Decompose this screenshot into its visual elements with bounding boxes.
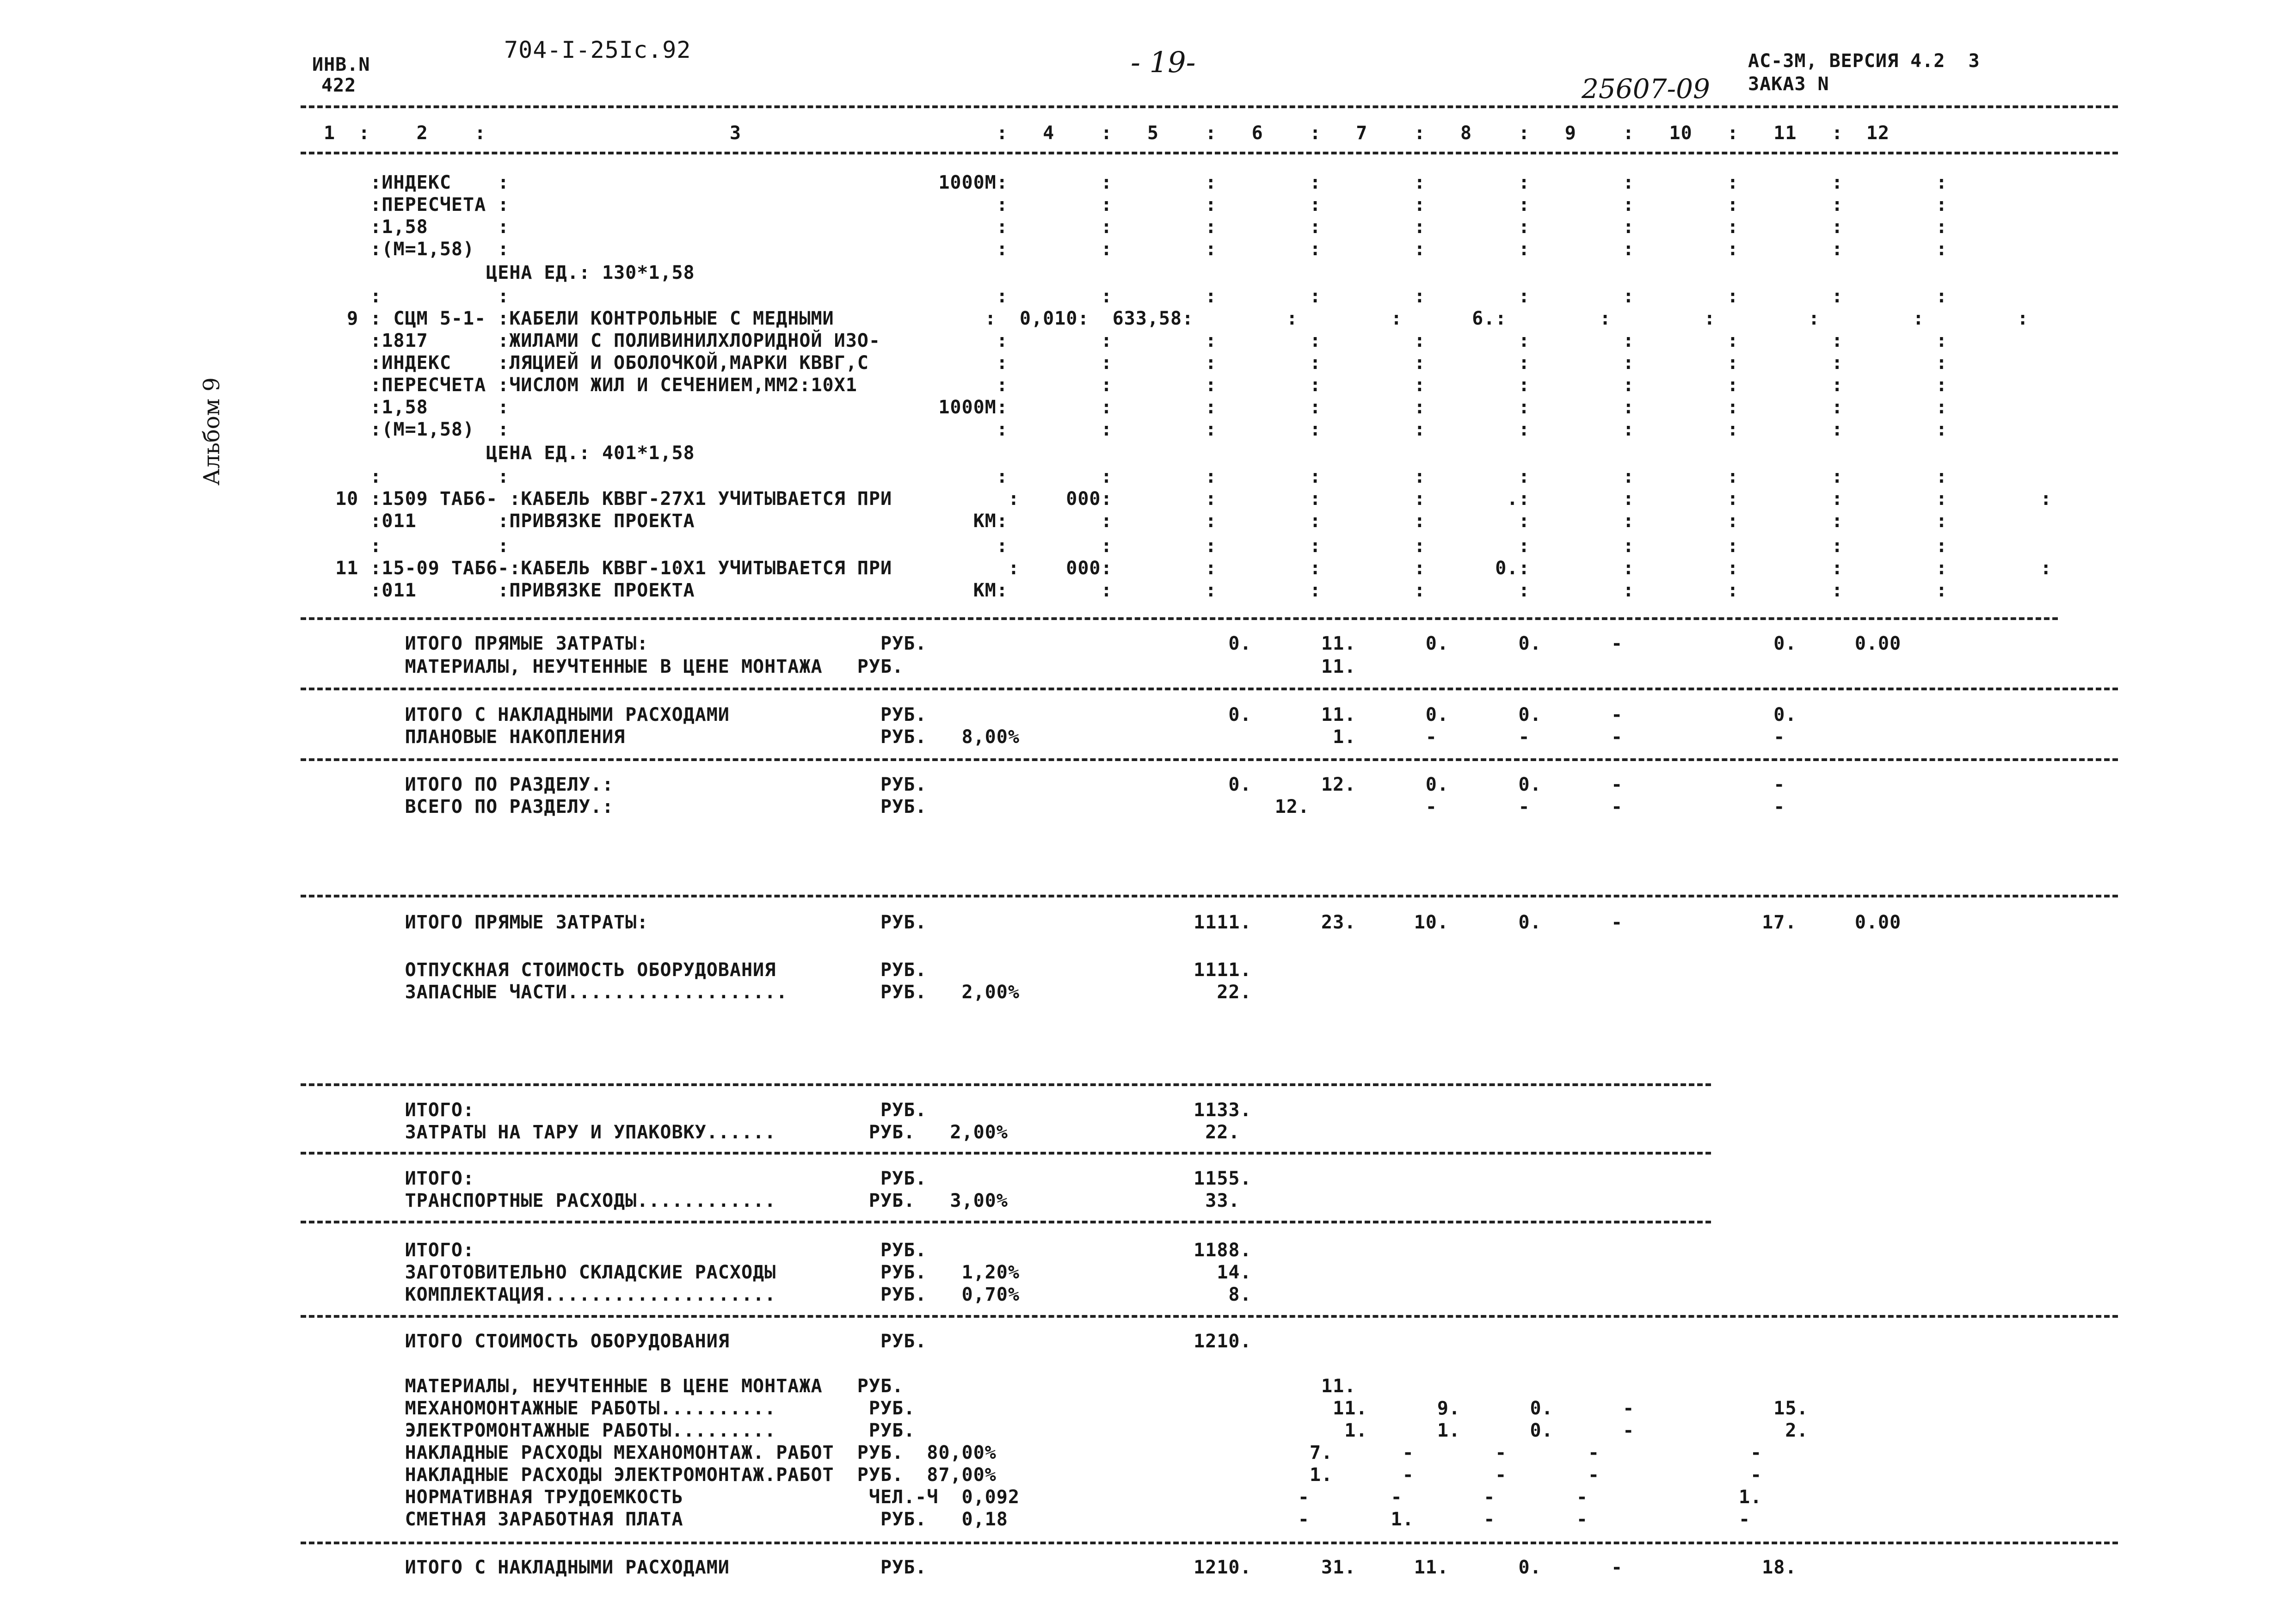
rule-equipment-1 (301, 1083, 1711, 1086)
table-row: ЭЛЕКТРОМОНТАЖНЫЕ РАБОТЫ......... РУБ. 1. 1. 0. - 2. (324, 1420, 1809, 1441)
rule-final (301, 1542, 2118, 1544)
rule-top (301, 105, 2118, 108)
table-row: ЗАТРАТЫ НА ТАРУ И УПАКОВКУ...... РУБ. 2,00% 22. (324, 1122, 1240, 1143)
rule-section-1 (301, 617, 2058, 620)
table-row: ИТОГО ПРЯМЫЕ ЗАТРАТЫ: РУБ. 1111. 23. 10. 0. - 17. 0.00 (324, 912, 1902, 933)
table-row: ЦЕНА ЕД.: 130*1,58 (324, 262, 695, 283)
table-row: ЦЕНА ЕД.: 401*1,58 (324, 442, 695, 464)
table-row: ИТОГО: РУБ. 1188. (324, 1240, 1252, 1261)
table-row: ИТОГО С НАКЛАДНЫМИ РАСХОДАМИ РУБ. 1210. 31. 11. 0. - 18. (324, 1557, 1797, 1578)
table-row: ИТОГО ПО РАЗДЕЛУ.: РУБ. 0. 12. 0. 0. - - (324, 774, 1785, 795)
table-row: ИТОГО: РУБ. 1133. (324, 1100, 1252, 1121)
table-row: :1,58 : : : : : : : : : : : (324, 216, 1948, 238)
rule-equipment-2 (301, 1152, 1711, 1155)
rule-equipment-3 (301, 1221, 1711, 1223)
column-header: 1 : 2 : 3 : 4 : 5 : 6 : 7 : 8 : 9 : 10 : 11 : 12 (324, 123, 1890, 144)
table-row: НОРМАТИВНАЯ ТРУДОЕМКОСТЬ ЧЕЛ.-Ч 0,092 - - - - 1. (324, 1487, 1762, 1508)
table-row: ИТОГО ПРЯМЫЕ ЗАТРАТЫ: РУБ. 0. 11. 0. 0. - 0. 0.00 (324, 633, 1902, 654)
table-row: НАКЛАДНЫЕ РАСХОДЫ МЕХАНОМОНТАЖ. РАБОТ РУБ. 80,00% 7. - - - - (324, 1442, 1762, 1463)
table-row: : : : : : : : : : : : : (324, 466, 1948, 487)
table-row: :ПЕРЕСЧЕТА :ЧИСЛОМ ЖИЛ И СЕЧЕНИЕМ,ММ2:10Х1 : : : : : : : : : : (324, 375, 1948, 396)
table-row: ТРАНСПОРТНЫЕ РАСХОДЫ............ РУБ. 3,00% 33. (324, 1190, 1240, 1211)
table-row: МАТЕРИАЛЫ, НЕУЧТЕННЫЕ В ЦЕНЕ МОНТАЖА РУБ. 11. (324, 1376, 1356, 1397)
table-row: :1817 :ЖИЛАМИ С ПОЛИВИНИЛХЛОРИДНОЙ ИЗО- : : : : : : : : : : (324, 330, 1948, 351)
album-side-label: Альбом 9 (199, 377, 225, 485)
page-number: - 19- (1131, 45, 1196, 79)
table-row: : : : : : : : : : : : : (324, 535, 1948, 557)
table-row: :ИНДЕКС : 1000М: : : : : : : : : : (324, 172, 1948, 193)
table-row: :1,58 : 1000М: : : : : : : : : : (324, 397, 1948, 418)
table-row: ПЛАНОВЫЕ НАКОПЛЕНИЯ РУБ. 8,00% 1. - - - - (324, 726, 1785, 748)
rule-section-4 (301, 895, 2118, 897)
rule-section-2 (301, 688, 2118, 690)
table-row: СМЕТНАЯ ЗАРАБОТНАЯ ПЛАТА РУБ. 0,18 - 1. - - - (324, 1509, 1751, 1530)
table-row: :(М=1,58) : : : : : : : : : : : (324, 419, 1948, 440)
table-row: :011 :ПРИВЯЗКЕ ПРОЕКТА КМ: : : : : : : : : : (324, 510, 1948, 532)
rule-header (301, 152, 2118, 154)
table-row: ИТОГО С НАКЛАДНЫМИ РАСХОДАМИ РУБ. 0. 11. 0. 0. - 0. (324, 704, 1797, 725)
table-row: ВСЕГО ПО РАЗДЕЛУ.: РУБ. 12. - - - - (324, 796, 1785, 817)
system-version: АС-3М, ВЕРСИЯ 4.2 3 (1748, 50, 1980, 72)
table-row: :(М=1,58) : : : : : : : : : : : (324, 239, 1948, 260)
order-label: ЗАКАЗ N (1748, 74, 1829, 95)
table-row: :ИНДЕКС :ЛЯЦИЕЙ И ОБОЛОЧКОЙ,МАРКИ КВВГ,С : : : : : : : : : : (324, 352, 1948, 374)
table-row: КОМПЛЕКТАЦИЯ.................... РУБ. 0,70% 8. (324, 1284, 1252, 1305)
table-row: :ПЕРЕСЧЕТА : : : : : : : : : : : (324, 194, 1948, 215)
table-row: ОТПУСКНАЯ СТОИМОСТЬ ОБОРУДОВАНИЯ РУБ. 1111. (324, 959, 1252, 981)
order-number-handwritten: 25607-09 (1582, 73, 1710, 104)
rule-equipment-4 (301, 1315, 2118, 1318)
inventory-label: ИНВ.N (312, 54, 370, 75)
table-row: МЕХАНОМОНТАЖНЫЕ РАБОТЫ.......... РУБ. 11. 9. 0. - 15. (324, 1398, 1809, 1419)
table-row: 9 : СЦМ 5-1- :КАБЕЛИ КОНТРОЛЬНЫЕ С МЕДНЫМИ : 0,010: 633,58: : : 6.: : : : : : (324, 308, 2029, 329)
table-row: ИТОГО: РУБ. 1155. (324, 1168, 1252, 1189)
rule-section-3 (301, 758, 2118, 761)
table-row: : : : : : : : : : : : : (324, 286, 1948, 307)
table-row: 10 :1509 ТАБ6- :КАБЕЛЬ КВВГ-27Х1 УЧИТЫВАЕТСЯ ПРИ : 000: : : : .: : : : : : (324, 488, 2052, 510)
table-row: НАКЛАДНЫЕ РАСХОДЫ ЭЛЕКТРОМОНТАЖ.РАБОТ РУБ. 87,00% 1. - - - - (324, 1464, 1762, 1486)
inventory-number: 422 (321, 75, 357, 96)
table-row: :011 :ПРИВЯЗКЕ ПРОЕКТА КМ: : : : : : : : : : (324, 580, 1948, 601)
table-row: ЗАПАСНЫЕ ЧАСТИ................... РУБ. 2,00% 22. (324, 982, 1252, 1003)
table-row: МАТЕРИАЛЫ, НЕУЧТЕННЫЕ В ЦЕНЕ МОНТАЖА РУБ. 11. (324, 656, 1356, 677)
document-code: 704-I-25Ic.92 (504, 37, 691, 63)
table-row: ИТОГО СТОИМОСТЬ ОБОРУДОВАНИЯ РУБ. 1210. (324, 1331, 1252, 1352)
table-row: 11 :15-09 ТАБ6-:КАБЕЛЬ КВВГ-10Х1 УЧИТЫВАЕТСЯ ПРИ : 000: : : : 0.: : : : : : (324, 558, 2052, 579)
table-row: ЗАГОТОВИТЕЛЬНО СКЛАДСКИЕ РАСХОДЫ РУБ. 1,20% 14. (324, 1262, 1252, 1283)
